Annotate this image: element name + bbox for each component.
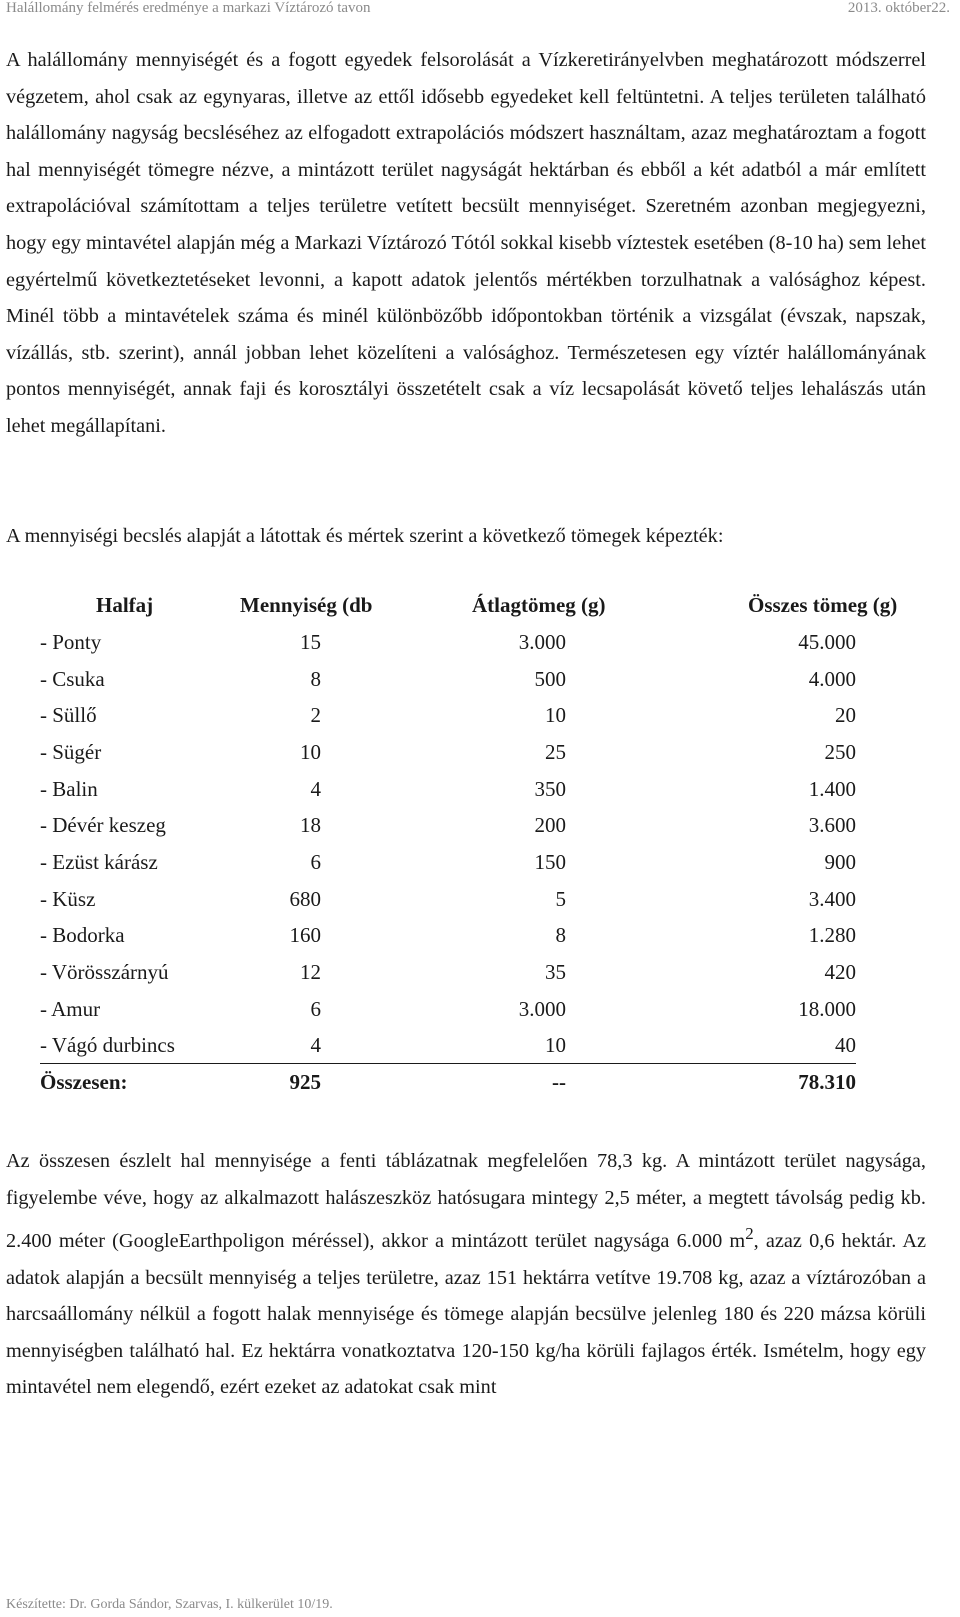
header-species: Halfaj (96, 593, 154, 617)
avg-weight-cell: 5 (555, 887, 566, 911)
intro-paragraph: A halállomány mennyiségét és a fogott egyedek felsorolását a Vízkeretirányelvben meghatározott módszerrel végzetem, ahol csak az egynyaras, illetve az ettől idősebb egyedeket kell feltüntetni. A teljes területen található halállomány nagyság becsléséhez az elfogadott extrapolációs módszert használtam, azaz meghatároztam a fogott hal mennyiségét tömegre nézve, a mintázott terület nagyságát hektárban és ebből a két adatból a már említett extrapolációval számítottam a teljes területre vetített becsült mennyiséget. Szeretném azonban megjegyezni, hogy egy mintavétel alapján még a Markazi Víztározó Tótól sokkal kisebb víztestek esetében (8-10 ha) sem lehet egyértelmű következtetéseket levonni, a kapott adatok jelentős mértékben torzulhatnak a valósághoz képest. Minél több a mintavételek száma és minél különbözőbb időpontokban történik a vizsgálat (évszak, napszak, vízállás, stb. szerint), annál jobban lehet közelíteni a valósághoz. Természetesen egy víztér halállományának pontos mennyiségét, annak faji és korosztályi összetételt csak a víz lecsapolását követő teljes lehalászás után lehet megállapítani. (6, 49, 926, 437)
species-cell: - Amur (40, 997, 101, 1021)
quantity-cell: 6 (310, 997, 321, 1021)
total-weight-cell: 20 (835, 703, 856, 727)
total-weight-cell: 3.600 (808, 813, 856, 837)
quantity-cell: 8 (310, 667, 321, 691)
total-avg-weight: -- (552, 1070, 566, 1094)
header-total-weight: Összes tömeg (g) (748, 593, 898, 617)
avg-weight-cell: 150 (534, 850, 566, 874)
species-cell: - Sügér (40, 740, 102, 764)
table-row (0, 850, 940, 886)
species-cell: - Vörösszárnyú (40, 960, 169, 984)
header-title: Halállomány felmérés eredménye a markazi Víztározó tavon (6, 0, 371, 16)
avg-weight-cell: 35 (545, 960, 566, 984)
quantity-cell: 2 (310, 703, 321, 727)
species-cell: - Balin (40, 777, 98, 801)
avg-weight-cell: 350 (534, 777, 566, 801)
avg-weight-cell: 3.000 (518, 630, 566, 654)
summary-text-part-1: Az összesen észlelt hal mennyisége a fenti táblázatnak megfelelően 78,3 kg. A mintázott terület nagysága, figyelembe véve, hogy az alkalmazott halászeszköz hatósugara mintegy 2,5 méter, a megtett távolság pedig kb. 2.400 méter (GoogleEarthpoligon méréssel), akkor a mintázott terület nagysága 6.000 m (6, 1150, 926, 1252)
table-row (0, 740, 940, 776)
table-row (0, 997, 940, 1033)
quantity-cell: 10 (300, 740, 321, 764)
avg-weight-cell: 500 (534, 667, 566, 691)
quantity-cell: 12 (300, 960, 321, 984)
species-cell: - Bodorka (40, 923, 125, 947)
table-row (0, 777, 940, 813)
quantity-cell: 4 (310, 777, 321, 801)
total-weight-cell: 420 (824, 960, 856, 984)
table-row (0, 703, 940, 739)
total-weight-cell: 900 (824, 850, 856, 874)
avg-weight-cell: 200 (534, 813, 566, 837)
avg-weight-cell: 10 (545, 703, 566, 727)
species-cell: - Süllő (40, 703, 97, 727)
quantity-cell: 4 (310, 1033, 321, 1057)
species-cell: - Vágó durbincs (40, 1033, 175, 1057)
table-row (0, 667, 940, 703)
table-row (0, 887, 940, 923)
avg-weight-cell: 8 (555, 923, 566, 947)
page-header (6, 0, 950, 22)
total-weight-cell: 18.000 (798, 997, 856, 1021)
total-weight: 78.310 (798, 1070, 856, 1094)
superscript-2: 2 (745, 1224, 754, 1244)
summary-paragraph (6, 1143, 926, 1406)
header-date: 2013. október22. (847, 0, 950, 16)
total-weight-cell: 45.000 (798, 630, 856, 654)
table-total-divider (40, 1063, 856, 1064)
total-weight-cell: 4.000 (808, 667, 856, 691)
total-label: Összesen: (40, 1070, 128, 1094)
header-quantity: Mennyiség (db (240, 593, 373, 617)
table-header-row (0, 593, 940, 629)
quantity-cell: 18 (300, 813, 321, 837)
table-total-row (0, 1070, 940, 1106)
total-weight-cell: 1.400 (808, 777, 856, 801)
species-cell: - Ponty (40, 630, 102, 654)
table-row (0, 630, 940, 666)
summary-text-part-2: , azaz 0,6 hektár. Az adatok alapján a becsült mennyiség a teljes területre, azaz 151 hektárra vetítve 19.708 kg, azaz a víztározóban a harcsaállomány nélkül a fogott halak mennyisége és tömege alapján becsülve jelenleg 180 és 220 mázsa körüli mennyiségben található hal. Ez hektárra vonatkoztatva 120-150 kg/ha körüli fajlagos érték. Ismételm, hogy egy mintavétel nem elegendő, ezért ezeket az adatokat csak mint (6, 1229, 926, 1399)
table-row (0, 813, 940, 849)
avg-weight-cell: 3.000 (518, 997, 566, 1021)
total-weight-cell: 3.400 (808, 887, 856, 911)
table-row (0, 960, 940, 996)
quantity-cell: 15 (300, 630, 321, 654)
species-cell: - Küsz (40, 887, 96, 911)
species-cell: - Csuka (40, 667, 105, 691)
quantity-cell: 6 (310, 850, 321, 874)
avg-weight-cell: 10 (545, 1033, 566, 1057)
total-weight-cell: 250 (824, 740, 856, 764)
page-footer: Készítette: Dr. Gorda Sándor, Szarvas, I. külkerület 10/19. (6, 1597, 333, 1612)
total-quantity: 925 (289, 1070, 321, 1094)
total-weight-cell: 1.280 (808, 923, 856, 947)
quantity-cell: 680 (289, 887, 321, 911)
table-intro-paragraph: A mennyiségi becslés alapját a látottak és mértek szerint a következő tömegek képezték: (6, 525, 724, 547)
quantity-cell: 160 (289, 923, 321, 947)
avg-weight-cell: 25 (545, 740, 566, 764)
total-weight-cell: 40 (835, 1033, 856, 1057)
species-cell: - Dévér keszeg (40, 813, 166, 837)
species-cell: - Ezüst kárász (40, 850, 158, 874)
header-avg-weight: Átlagtömeg (g) (472, 593, 606, 617)
table-row (0, 923, 940, 959)
